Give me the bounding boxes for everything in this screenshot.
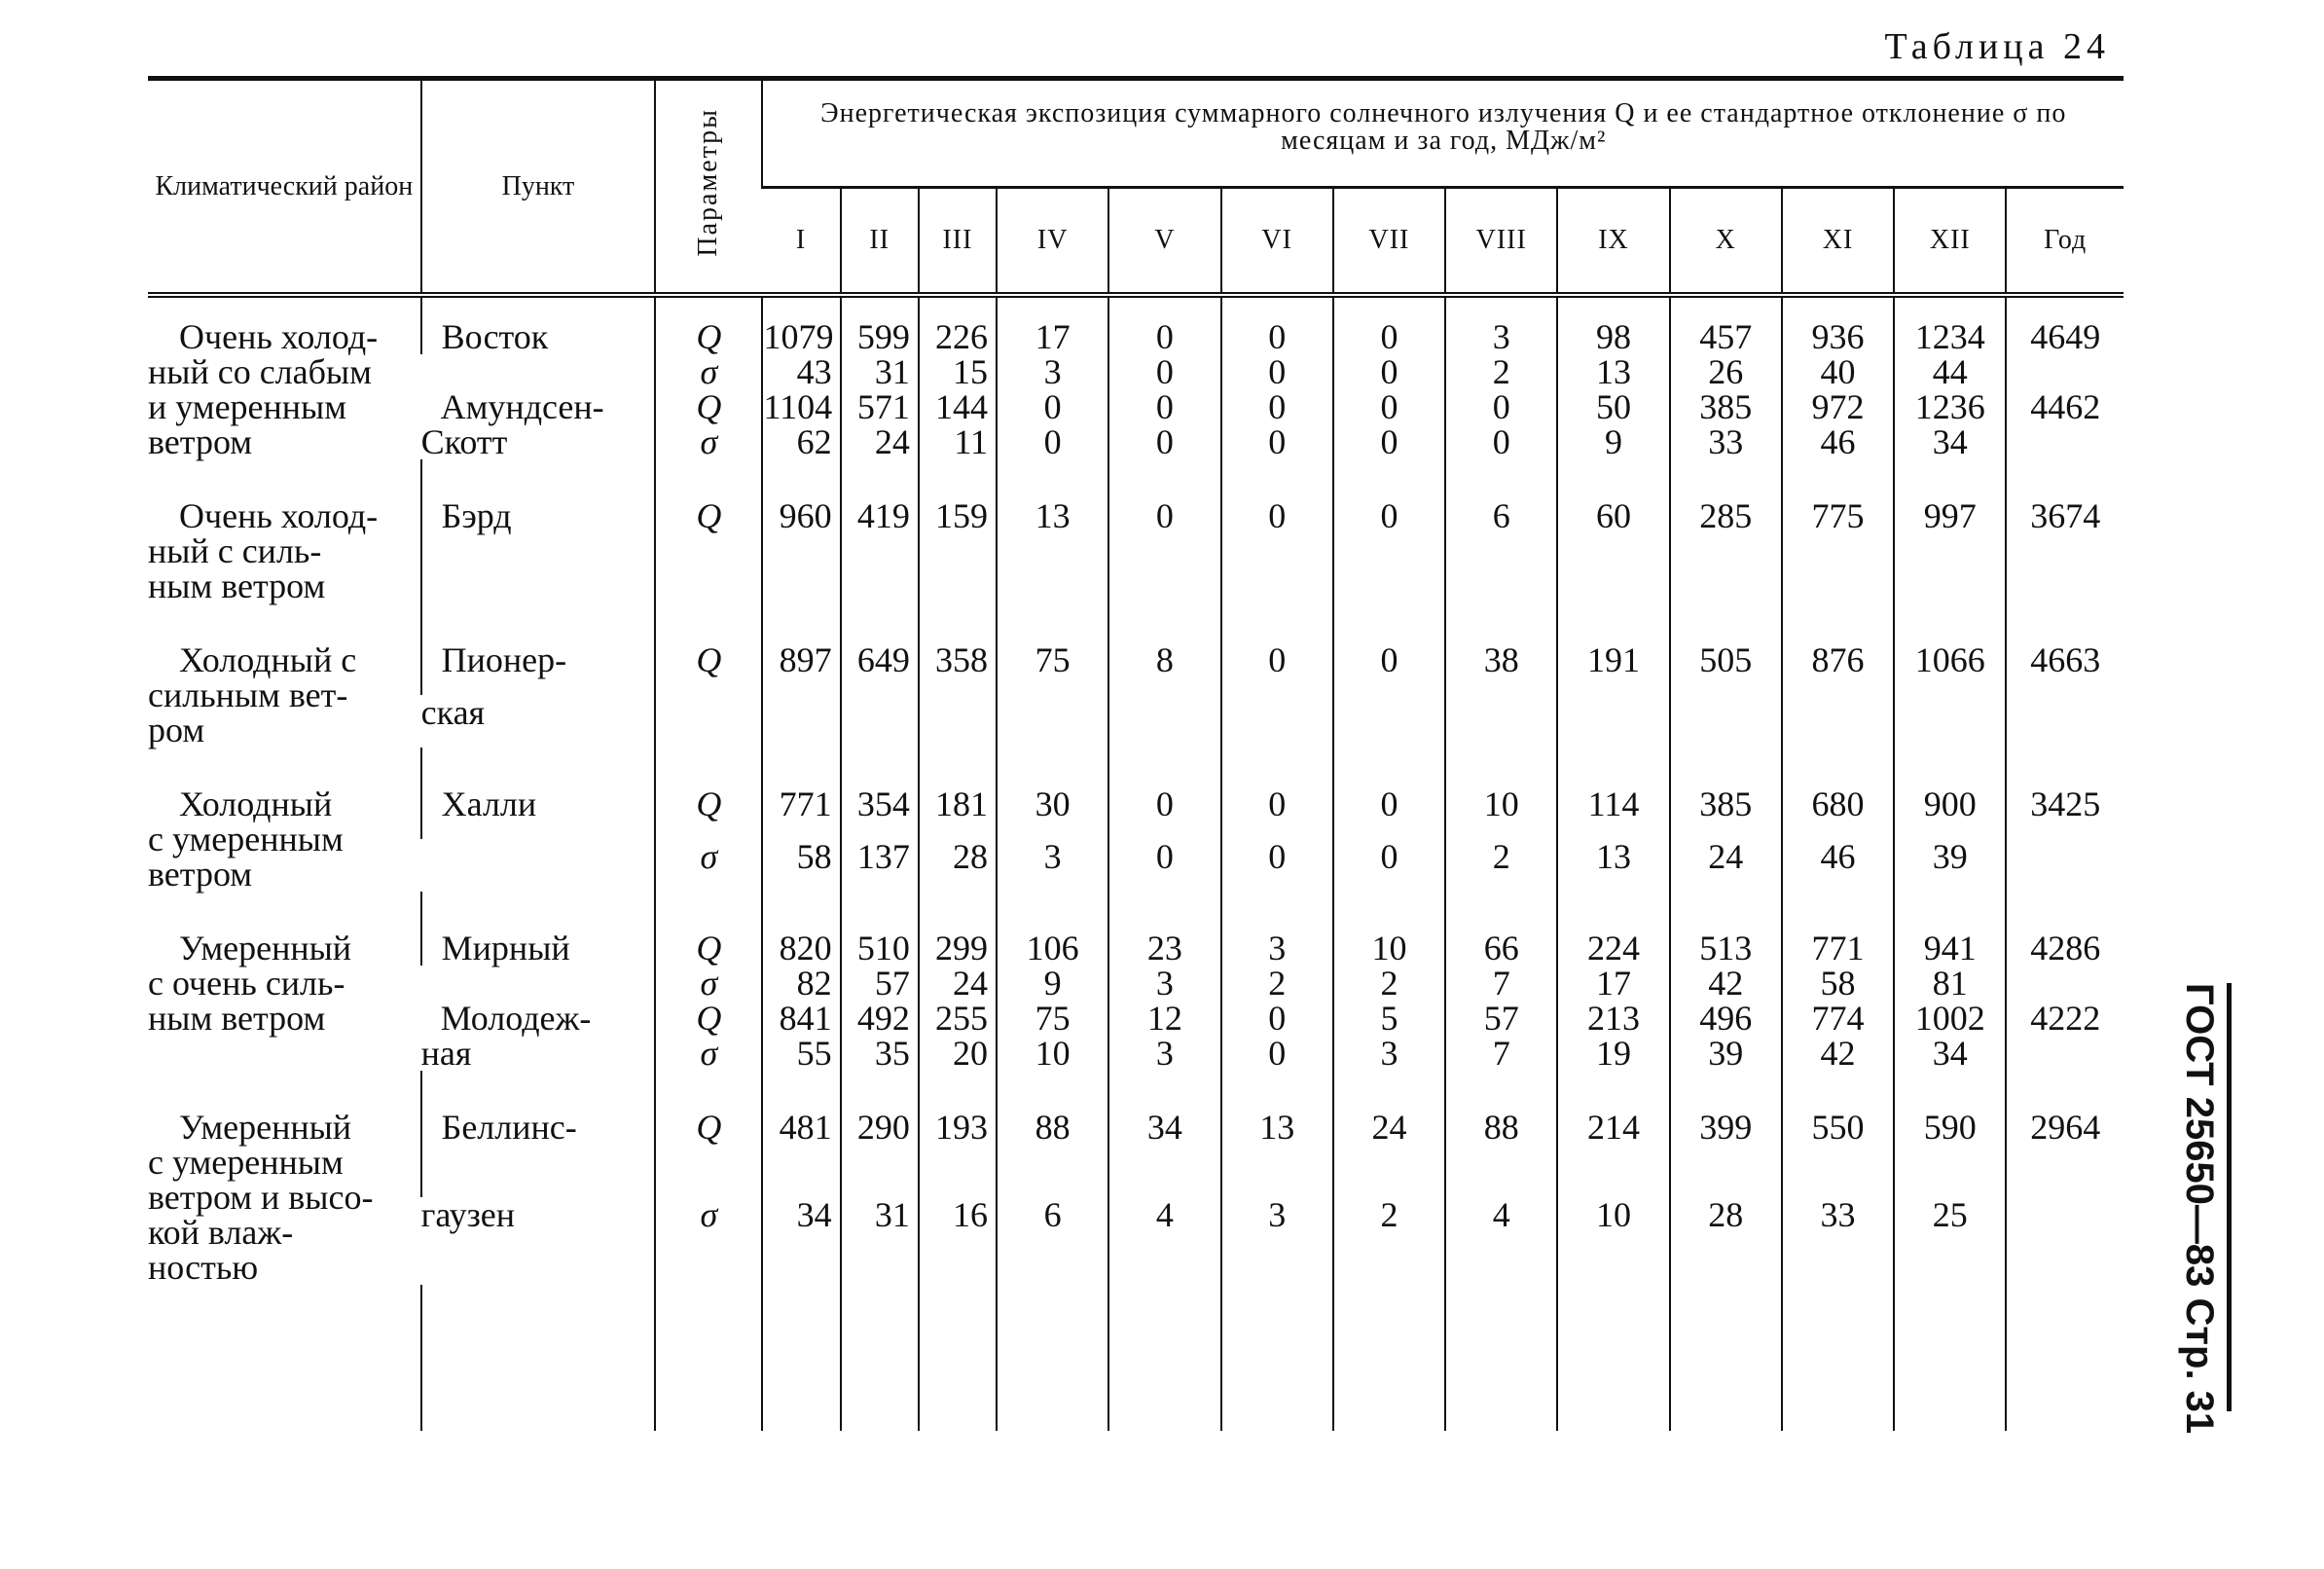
value-cell: 876 [1782, 642, 1894, 695]
value-cell: 4 [1108, 1197, 1220, 1285]
value-cell: 12 [1108, 1001, 1220, 1036]
value-cell: 0 [1221, 1001, 1333, 1036]
value-cell: 419 [841, 498, 919, 603]
table-row [148, 389, 2124, 424]
value-cell: 43 [762, 354, 840, 389]
value-cell: 2 [1221, 966, 1333, 1001]
value-cell: 137 [841, 839, 919, 892]
parameter-symbol: σ [655, 424, 762, 459]
station-name: Халли [421, 786, 656, 839]
value-cell: 960 [762, 498, 840, 603]
value-cell: 0 [1108, 319, 1220, 354]
value-cell [2006, 1036, 2124, 1071]
value-cell: 3 [997, 839, 1108, 892]
value-cell: 33 [1782, 1197, 1894, 1285]
value-cell: 20 [919, 1036, 997, 1071]
value-cell: 66 [1445, 930, 1557, 966]
value-cell: 57 [841, 966, 919, 1001]
value-cell: 255 [919, 1001, 997, 1036]
value-cell: 2 [1333, 1197, 1445, 1285]
value-cell: 0 [1333, 319, 1445, 354]
value-cell: 40 [1782, 354, 1894, 389]
value-cell: 34 [762, 1197, 840, 1285]
value-cell: 513 [1670, 930, 1782, 966]
value-cell: 0 [1221, 354, 1333, 389]
value-cell: 941 [1894, 930, 2006, 966]
value-cell: 3 [1445, 319, 1557, 354]
value-cell: 285 [1670, 498, 1782, 603]
header-month: I [762, 188, 840, 296]
value-cell: 771 [1782, 930, 1894, 966]
parameter-symbol: σ [655, 354, 762, 389]
value-cell: 649 [841, 642, 919, 695]
header-month: III [919, 188, 997, 296]
header-month: IX [1557, 188, 1669, 296]
value-cell: 57 [1445, 1001, 1557, 1036]
table-row [148, 966, 2124, 1001]
value-cell: 385 [1670, 786, 1782, 839]
climate-zone: Очень холод- ный со слабым и умеренным ветром [148, 317, 379, 461]
header-main: Энергетическая экспозиция суммарного солнечного излучения Q и ее стандартное отклонение σ по месяцам и за год, МДж/м² [762, 79, 2124, 188]
value-cell: 0 [1333, 424, 1445, 459]
value-cell: 0 [1108, 354, 1220, 389]
value-cell: 10 [997, 1036, 1108, 1071]
value-cell: 3 [1108, 966, 1220, 1001]
parameter-symbol: Q [655, 319, 762, 354]
header-month: XI [1782, 188, 1894, 296]
value-cell: 7 [1445, 966, 1557, 1001]
value-cell: 39 [1670, 1036, 1782, 1071]
value-cell: 0 [1333, 354, 1445, 389]
value-cell: 75 [997, 642, 1108, 695]
value-cell: 58 [762, 839, 840, 892]
value-cell [997, 695, 1108, 748]
station-name: гаузен [420, 1195, 516, 1234]
value-cell: 46 [1782, 839, 1894, 892]
value-cell: 75 [997, 1001, 1108, 1036]
climate-zone: Очень холод- ный с силь- ным ветром [148, 496, 379, 605]
value-cell: 25 [1894, 1197, 2006, 1285]
header-month: VIII [1445, 188, 1557, 296]
value-cell: 3674 [2006, 498, 2124, 603]
value-cell: 972 [1782, 389, 1894, 424]
value-cell [2006, 839, 2124, 892]
value-cell: 0 [1333, 498, 1445, 603]
value-cell: 771 [762, 786, 840, 839]
station-name: ная [420, 1034, 472, 1073]
value-cell: 13 [1221, 1110, 1333, 1197]
value-cell: 30 [997, 786, 1108, 839]
value-cell: 2 [1445, 839, 1557, 892]
radiation-table [148, 76, 2124, 1431]
value-cell: 3 [1221, 1197, 1333, 1285]
header-params: Параметры [655, 79, 762, 296]
station-name: ская [420, 693, 486, 732]
station-name: Амундсен- [440, 387, 604, 426]
value-cell: 900 [1894, 786, 2006, 839]
value-cell [2006, 354, 2124, 389]
value-cell: 9 [997, 966, 1108, 1001]
value-cell: 144 [919, 389, 997, 424]
value-cell: 997 [1894, 498, 2006, 603]
table-row [148, 642, 2124, 695]
table-row [148, 1001, 2124, 1036]
value-cell: 24 [1670, 839, 1782, 892]
value-cell: 0 [1108, 389, 1220, 424]
value-cell: 354 [841, 786, 919, 839]
value-cell [2006, 424, 2124, 459]
value-cell: 571 [841, 389, 919, 424]
value-cell: 1066 [1894, 642, 2006, 695]
value-cell: 3 [997, 354, 1108, 389]
parameter-symbol: Q [655, 642, 762, 695]
value-cell: 4649 [2006, 319, 2124, 354]
value-cell: 4462 [2006, 389, 2124, 424]
parameter-symbol [655, 695, 762, 748]
value-cell: 9 [1557, 424, 1669, 459]
value-cell: 24 [841, 424, 919, 459]
value-cell: 19 [1557, 1036, 1669, 1071]
value-cell [2006, 695, 2124, 748]
value-cell: 457 [1670, 319, 1782, 354]
value-cell: 505 [1670, 642, 1782, 695]
parameter-symbol: σ [655, 1036, 762, 1071]
value-cell [1221, 695, 1333, 748]
table-row [148, 498, 2124, 603]
value-cell: 58 [1782, 966, 1894, 1001]
value-cell: 11 [919, 424, 997, 459]
value-cell: 4286 [2006, 930, 2124, 966]
value-cell: 0 [997, 389, 1108, 424]
value-cell: 81 [1894, 966, 2006, 1001]
climate-zone: Умеренный с очень силь- ным ветром [148, 929, 352, 1038]
value-cell: 4663 [2006, 642, 2124, 695]
station-name: Пионер- [421, 642, 656, 695]
header-month: VII [1333, 188, 1445, 296]
parameter-symbol: Q [655, 389, 762, 424]
value-cell: 6 [1445, 498, 1557, 603]
table-row [148, 319, 2124, 354]
parameter-symbol: σ [655, 839, 762, 892]
table-row [148, 1197, 2124, 1285]
value-cell: 60 [1557, 498, 1669, 603]
value-cell: 106 [997, 930, 1108, 966]
value-cell: 3 [1221, 930, 1333, 966]
value-cell: 31 [841, 354, 919, 389]
station-name: Беллинс- [421, 1110, 656, 1197]
value-cell: 16 [919, 1197, 997, 1285]
value-cell [919, 695, 997, 748]
header-month: XII [1894, 188, 2006, 296]
value-cell: 0 [1333, 786, 1445, 839]
value-cell: 13 [1557, 354, 1669, 389]
value-cell: 88 [997, 1110, 1108, 1197]
table-label: Таблица 24 [1884, 26, 2110, 67]
value-cell: 34 [1108, 1110, 1220, 1197]
station-name [421, 354, 656, 389]
table-row [148, 786, 2124, 839]
value-cell: 46 [1782, 424, 1894, 459]
value-cell: 290 [841, 1110, 919, 1197]
table-row [148, 1110, 2124, 1197]
value-cell: 299 [919, 930, 997, 966]
value-cell [1894, 695, 2006, 748]
value-cell: 181 [919, 786, 997, 839]
value-cell: 385 [1670, 389, 1782, 424]
value-cell: 42 [1782, 1036, 1894, 1071]
climate-zone: Холодный с умеренным ветром [148, 784, 344, 894]
parameter-symbol: Q [655, 1001, 762, 1036]
climate-zone: Умеренный с умеренным ветром и высо- кой влаж- ностью [148, 1108, 374, 1287]
value-cell: 55 [762, 1036, 840, 1071]
value-cell [1670, 695, 1782, 748]
parameter-symbol: Q [655, 498, 762, 603]
value-cell: 214 [1557, 1110, 1669, 1197]
table-row [148, 695, 2124, 748]
value-cell: 0 [1333, 642, 1445, 695]
value-cell: 28 [919, 839, 997, 892]
parameter-symbol: Q [655, 786, 762, 839]
header-zone: Климатический район [148, 79, 421, 296]
value-cell: 3 [1108, 1036, 1220, 1071]
station-name: Восток [421, 319, 656, 354]
value-cell: 0 [1221, 1036, 1333, 1071]
value-cell: 13 [997, 498, 1108, 603]
value-cell: 35 [841, 1036, 919, 1071]
value-cell: 1236 [1894, 389, 2006, 424]
header-month: IV [997, 188, 1108, 296]
value-cell: 226 [919, 319, 997, 354]
value-cell: 10 [1557, 1197, 1669, 1285]
value-cell: 0 [1108, 424, 1220, 459]
value-cell: 3425 [2006, 786, 2124, 839]
value-cell: 15 [919, 354, 997, 389]
value-cell: 98 [1557, 319, 1669, 354]
value-cell [762, 695, 840, 748]
value-cell: 0 [1221, 839, 1333, 892]
value-cell: 1104 [762, 389, 840, 424]
value-cell: 4222 [2006, 1001, 2124, 1036]
value-cell: 1002 [1894, 1001, 2006, 1036]
value-cell: 213 [1557, 1001, 1669, 1036]
value-cell: 2964 [2006, 1110, 2124, 1197]
value-cell: 0 [1221, 319, 1333, 354]
parameter-symbol: σ [655, 1197, 762, 1285]
value-cell: 17 [1557, 966, 1669, 1001]
value-cell: 38 [1445, 642, 1557, 695]
header-place: Пункт [421, 79, 656, 296]
value-cell: 897 [762, 642, 840, 695]
value-cell: 775 [1782, 498, 1894, 603]
value-cell: 0 [1445, 389, 1557, 424]
station-name [421, 839, 656, 892]
value-cell: 26 [1670, 354, 1782, 389]
value-cell: 34 [1894, 424, 2006, 459]
header-month: II [841, 188, 919, 296]
value-cell: 159 [919, 498, 997, 603]
value-cell [1782, 695, 1894, 748]
value-cell: 88 [1445, 1110, 1557, 1197]
value-cell: 0 [1108, 498, 1220, 603]
parameter-symbol: Q [655, 930, 762, 966]
value-cell: 936 [1782, 319, 1894, 354]
value-cell: 492 [841, 1001, 919, 1036]
value-cell: 8 [1108, 642, 1220, 695]
table-row [148, 424, 2124, 459]
value-cell: 2 [1445, 354, 1557, 389]
station-name: Скотт [420, 422, 508, 461]
header-month: Год [2006, 188, 2124, 296]
value-cell: 62 [762, 424, 840, 459]
value-cell [1445, 695, 1557, 748]
header-month: X [1670, 188, 1782, 296]
value-cell: 23 [1108, 930, 1220, 966]
value-cell: 1079 [762, 319, 840, 354]
value-cell [841, 695, 919, 748]
value-cell: 0 [1221, 642, 1333, 695]
climate-zone: Холодный с сильным вет- ром [148, 640, 357, 749]
value-cell: 24 [919, 966, 997, 1001]
value-cell: 33 [1670, 424, 1782, 459]
value-cell: 24 [1333, 1110, 1445, 1197]
value-cell: 680 [1782, 786, 1894, 839]
parameter-symbol: Q [655, 1110, 762, 1197]
value-cell: 10 [1445, 786, 1557, 839]
header-month: VI [1221, 188, 1333, 296]
value-cell: 4 [1445, 1197, 1557, 1285]
value-cell: 50 [1557, 389, 1669, 424]
value-cell: 774 [1782, 1001, 1894, 1036]
table-row [148, 354, 2124, 389]
value-cell: 481 [762, 1110, 840, 1197]
value-cell: 7 [1445, 1036, 1557, 1071]
value-cell: 114 [1557, 786, 1669, 839]
value-cell: 0 [1221, 389, 1333, 424]
value-cell: 28 [1670, 1197, 1782, 1285]
value-cell: 496 [1670, 1001, 1782, 1036]
value-cell [1108, 695, 1220, 748]
value-cell: 82 [762, 966, 840, 1001]
value-cell [1333, 695, 1445, 748]
table-row [148, 1036, 2124, 1071]
table-header [148, 79, 2124, 296]
value-cell: 17 [997, 319, 1108, 354]
value-cell: 42 [1670, 966, 1782, 1001]
station-name [421, 966, 656, 1001]
value-cell: 44 [1894, 354, 2006, 389]
value-cell: 39 [1894, 839, 2006, 892]
value-cell: 399 [1670, 1110, 1782, 1197]
station-name: Бэрд [421, 498, 656, 603]
value-cell: 193 [919, 1110, 997, 1197]
value-cell: 6 [997, 1197, 1108, 1285]
table-body [148, 295, 2124, 1431]
value-cell: 0 [1445, 424, 1557, 459]
value-cell: 820 [762, 930, 840, 966]
value-cell: 5 [1333, 1001, 1445, 1036]
value-cell: 3 [1333, 1036, 1445, 1071]
table-row [148, 930, 2124, 966]
value-cell: 0 [1108, 786, 1220, 839]
parameter-symbol: σ [655, 966, 762, 1001]
header-month: V [1108, 188, 1220, 296]
value-cell [1557, 695, 1669, 748]
value-cell [2006, 966, 2124, 1001]
side-caption: ГОСТ 25650—83 Стр. 31 [2162, 983, 2232, 1411]
value-cell: 510 [841, 930, 919, 966]
value-cell [2006, 1197, 2124, 1285]
value-cell: 0 [997, 424, 1108, 459]
value-cell: 0 [1221, 498, 1333, 603]
value-cell: 0 [1333, 839, 1445, 892]
value-cell: 590 [1894, 1110, 2006, 1197]
station-name: Мирный [421, 930, 656, 966]
station-name: Молодеж- [440, 999, 592, 1038]
value-cell: 1234 [1894, 319, 2006, 354]
value-cell: 0 [1333, 389, 1445, 424]
value-cell: 34 [1894, 1036, 2006, 1071]
value-cell: 0 [1108, 839, 1220, 892]
value-cell: 224 [1557, 930, 1669, 966]
value-cell: 358 [919, 642, 997, 695]
value-cell: 0 [1221, 424, 1333, 459]
value-cell: 191 [1557, 642, 1669, 695]
value-cell: 31 [841, 1197, 919, 1285]
table-row [148, 839, 2124, 892]
value-cell: 550 [1782, 1110, 1894, 1197]
value-cell: 13 [1557, 839, 1669, 892]
value-cell: 2 [1333, 966, 1445, 1001]
value-cell: 599 [841, 319, 919, 354]
value-cell: 0 [1221, 786, 1333, 839]
value-cell: 841 [762, 1001, 840, 1036]
value-cell: 10 [1333, 930, 1445, 966]
